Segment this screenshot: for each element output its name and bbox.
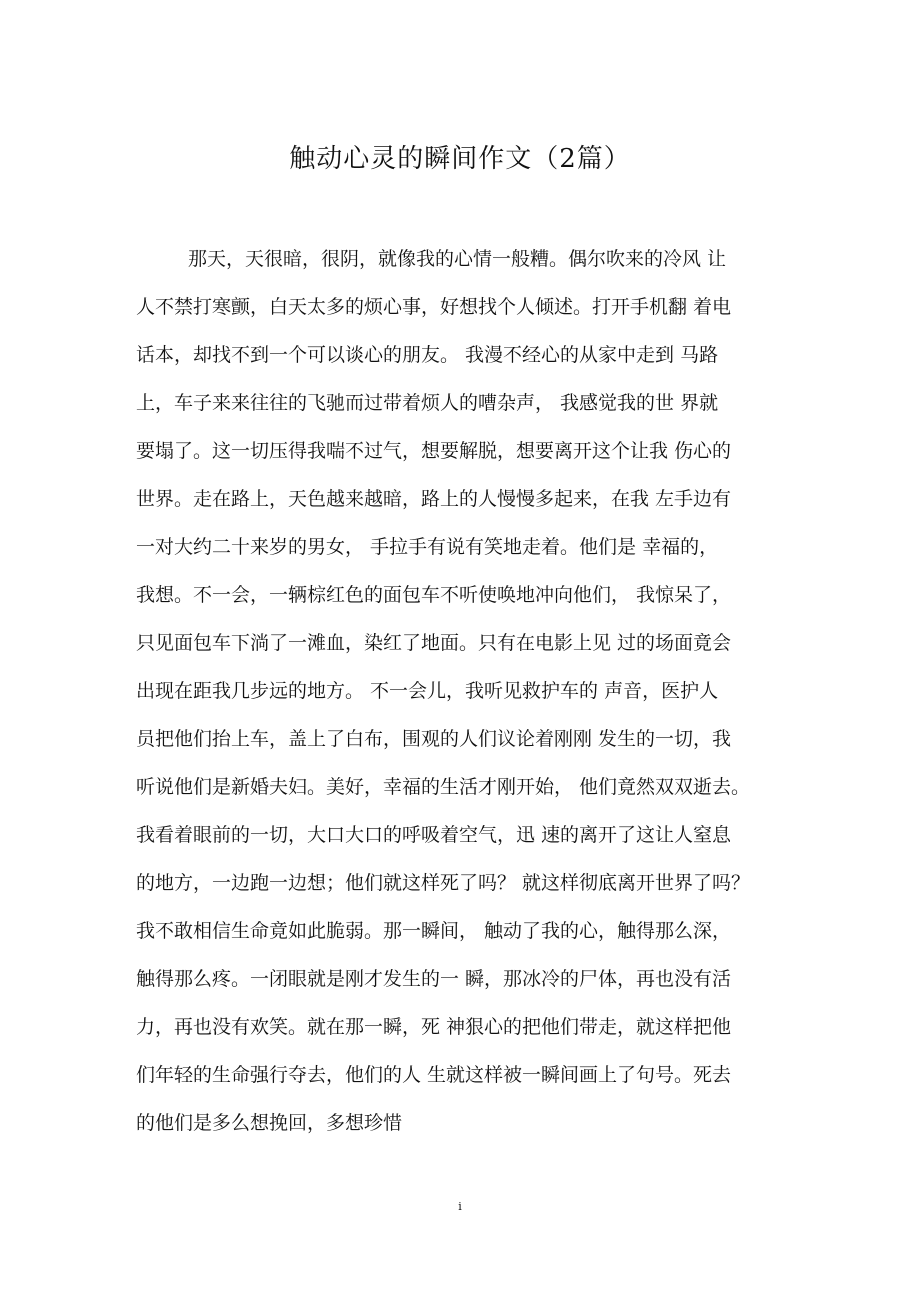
text-line: 的地方，一边跑一边想；他们就这样死了吗？ 就这样彻底离开世界了吗？ xyxy=(136,872,751,894)
text-line: 上，车子来来往往的飞驰而过带着烦人的嘈杂声， 我感觉我的世 界就 xyxy=(136,392,719,414)
page-number: i xyxy=(458,1200,462,1213)
text-line: 要塌了。这一切压得我喘不过气，想要解脱，想要离开这个让我 伤心的 xyxy=(136,440,732,462)
text-line: 我看着眼前的一切，大口大口的呼吸着空气，迅 速的离开了这让人窒息 xyxy=(136,824,732,846)
text-line: 力，再也没有欢笑。就在那一瞬，死 神狠心的把他们带走，就这样把他 xyxy=(136,1016,732,1038)
text-line: 话本，却找不到一个可以谈心的朋友。 我漫不经心的从家中走到 马路 xyxy=(136,344,719,366)
text-line: 的他们是多么想挽回，多想珍惜 xyxy=(136,1112,403,1134)
document-title: 触动心灵的瞬间作文（2篇） xyxy=(289,144,631,174)
text-line: 一对大约二十来岁的男女， 手拉手有说有笑地走着。他们是 幸福的， xyxy=(136,536,719,558)
text-line: 触得那么疼。一闭眼就是刚才发生的一 瞬，那冰冷的尸体，再也没有活 xyxy=(136,968,732,990)
text-line: 世界。走在路上，天色越来越暗，路上的人慢慢多起来，在我 左手边有 xyxy=(136,488,732,510)
text-line: 员把他们抬上车，盖上了白布，围观的人们议论着刚刚 发生的一切，我 xyxy=(136,728,732,750)
text-line: 出现在距我几步远的地方。 不一会儿，我听见救护车的 声音，医护人 xyxy=(136,680,719,702)
text-line: 只见面包车下淌了一滩血，染红了地面。只有在电影上见 过的场面竟会 xyxy=(136,632,732,654)
text-line: 人不禁打寒颤，白天太多的烦心事，好想找个人倾述。打开手机翻 着电 xyxy=(136,296,732,318)
text-line: 们年轻的生命强行夺去，他们的人 生就这样被一瞬间画上了句号。死去 xyxy=(136,1064,732,1086)
text-line: 我想。不一会，一辆棕红色的面包车不听使唤地冲向他们， 我惊呆了， xyxy=(136,584,732,606)
essay-body xyxy=(136,243,796,1155)
text-line: 那天，天很暗，很阴，就像我的心情一般糟。偶尔吹来的冷风 让 xyxy=(188,248,727,270)
text-line: 听说他们是新婚夫妇。美好，幸福的生活才刚开始， 他们竟然双双逝去。 xyxy=(136,776,751,798)
text-line: 我不敢相信生命竟如此脆弱。那一瞬间， 触动了我的心，触得那么深， xyxy=(136,920,732,942)
